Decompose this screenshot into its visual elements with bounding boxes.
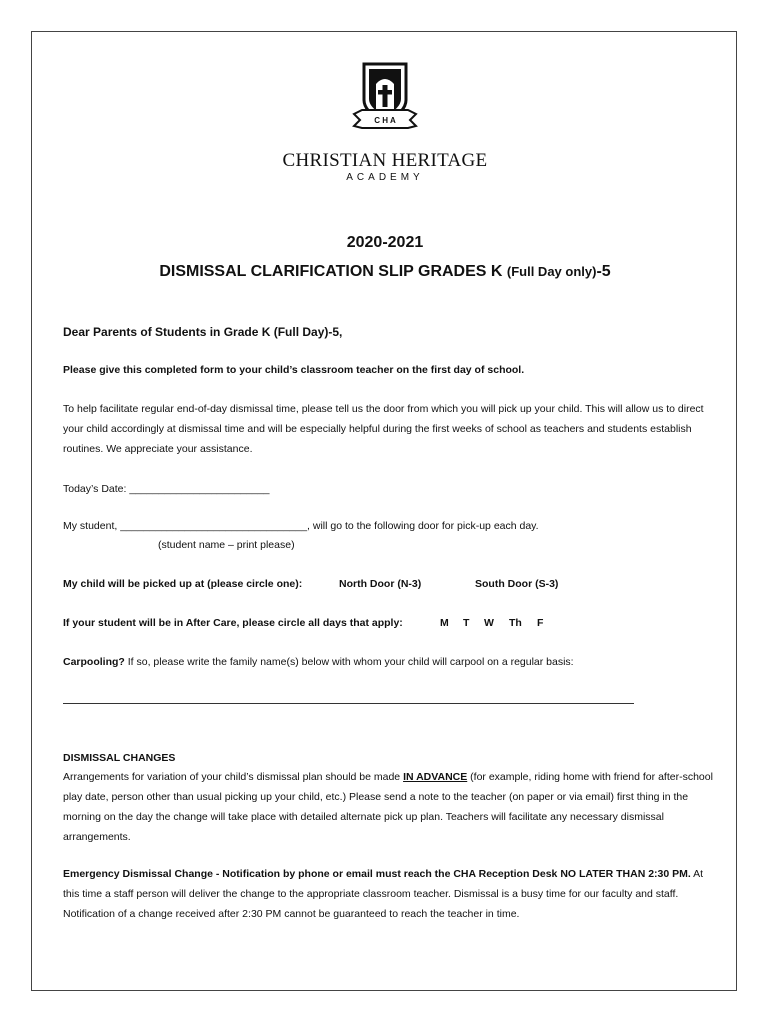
student-hint: (student name – print please) <box>158 539 295 551</box>
form-title <box>0 263 770 281</box>
day-option-f[interactable]: F <box>537 617 544 629</box>
logo-letters: C H A <box>374 116 396 125</box>
carpool-line <box>63 652 574 672</box>
day-option-th[interactable]: Th <box>509 617 522 629</box>
day-option-t[interactable]: T <box>463 617 470 629</box>
carpool-blank-line[interactable] <box>63 703 634 704</box>
instruction: Please give this completed form to your child’s classroom teacher on the first day of school. <box>63 364 525 376</box>
day-option-m[interactable]: M <box>440 617 449 629</box>
changes-emphasis: IN ADVANCE <box>403 771 468 783</box>
emergency-bold: Emergency Dismissal Change - Notification by phone or email must reach the CHA Reception Desk NO LATER THAN 2:30 PM. <box>63 868 691 880</box>
date-line[interactable]: Today’s Date: ________________________ <box>63 483 270 495</box>
changes-paragraph <box>63 767 713 847</box>
greeting: Dear Parents of Students in Grade K (Full Day)-5, <box>63 325 343 339</box>
emergency-text: At this time a staff person will deliver the change to the appropriate classroom teacher. Dismissal is a busy time for our faculty and staff. Notification of a change received after 2:30 PM cannot be guaranteed to reach the teacher in time. <box>63 868 704 920</box>
door-option-north[interactable]: North Door (N-3) <box>339 578 422 590</box>
day-option-w[interactable]: W <box>484 617 494 629</box>
changes-text-before: Arrangements for variation of your child’s dismissal plan should be made <box>63 771 404 783</box>
carpool-bold: Carpooling? <box>63 656 125 668</box>
changes-text-after: (for example, riding home with friend for after-school play date, person other than usual picking up your child, etc.) Please send a note to the teacher (on paper or via email) first thing in the morning on the day the change will take place with detailed alternate pick up plan. Teachers will facilitate any necessary dismissal arrangements. <box>63 771 713 843</box>
aftercare-label: If your student will be in After Care, please circle all days that apply: <box>63 617 403 629</box>
school-year: 2020-2021 <box>346 234 424 251</box>
title-end: -5 <box>596 263 611 280</box>
changes-heading: DISMISSAL CHANGES <box>63 752 176 764</box>
pickup-label: My child will be picked up at (please circle one): <box>63 578 303 590</box>
school-name: CHRISTIAN HERITAGE <box>282 150 488 171</box>
door-option-south[interactable]: South Door (S-3) <box>475 578 559 590</box>
carpool-text: If so, please write the family name(s) below with whom your child will carpool on a regular basis: <box>124 656 574 668</box>
emergency-paragraph <box>63 864 713 924</box>
student-line[interactable]: My student, ________________________________, will go to the following door for pick-up each day. <box>63 520 539 532</box>
intro-paragraph: To help facilitate regular end-of-day dismissal time, please tell us the door from which you will pick up your child. This will allow us to direct your child accordingly at dismissal time and will be especially helpful during the first weeks of school as teachers and students establish routines. We appreciate your assistance. <box>63 403 704 455</box>
title-small: (Full Day only) <box>506 264 597 279</box>
school-subtitle: ACADEMY <box>346 172 424 183</box>
school-crest-logo <box>0 60 770 140</box>
title-main: DISMISSAL CLARIFICATION SLIP GRADES K <box>159 263 507 280</box>
